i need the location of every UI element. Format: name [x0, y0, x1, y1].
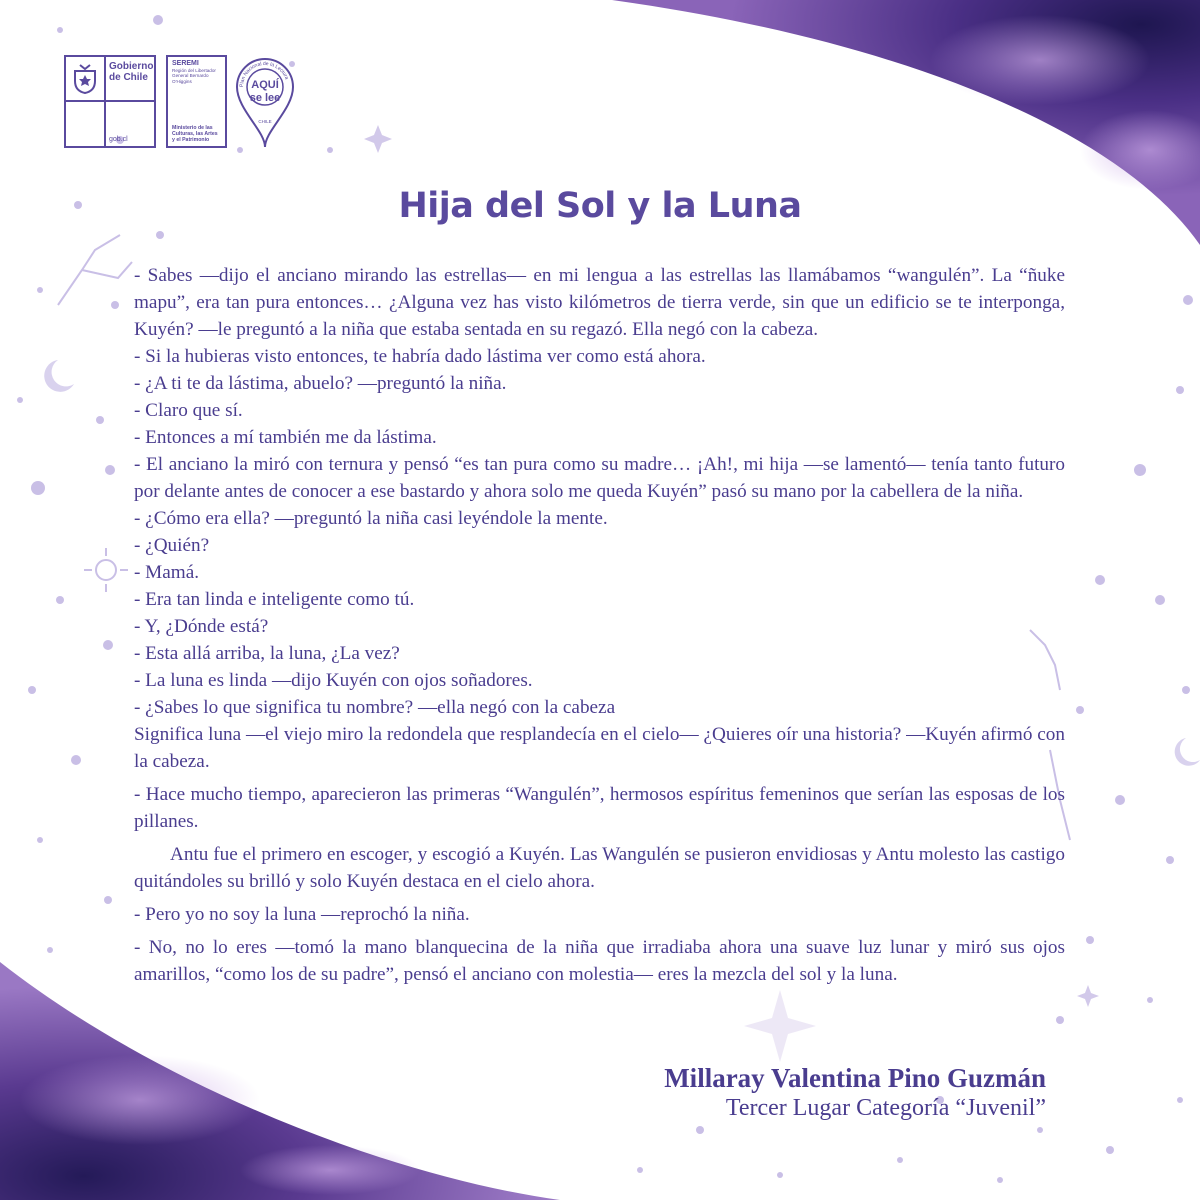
story-paragraph: - ¿Cómo era ella? —preguntó la niña casi leyéndole la mente. [134, 508, 608, 529]
story-paragraph: - Mamá. [134, 562, 200, 583]
plan-org-text: CHILE [258, 119, 272, 124]
story-paragraph: - Era tan linda e inteligente como tú. [134, 589, 415, 610]
aqui-text: AQUÍ [251, 79, 279, 91]
story-paragraph: - El anciano la miró con ternura y pensó “es tan pura como su madre… ¡Ah!, mi hija —se lamentó— tenía tanto futuro por delante antes de conocer a ese bastardo y ahora solo me queda Kuyén” pasó su mano por la cabellera de la niña. [134, 454, 1065, 502]
story-paragraph: - Entonces a mí también me da lástima. [134, 427, 437, 448]
gobierno-url: gob.cl [109, 136, 128, 143]
story-title: Hija del Sol y la Luna [398, 186, 802, 226]
story-paragraph: - Hace mucho tiempo, aparecieron las primeras “Wangulén”, hermosos espíritus femeninos que serían las esposas de los pillanes. [134, 784, 1065, 832]
author-award: Tercer Lugar Categoría “Juvenil” [725, 1095, 1046, 1121]
story-paragraph: - Sabes —dijo el anciano mirando las estrellas— en mi lengua a las estrellas las llamábamos “wangulén”. La “ñuke mapu”, era tan pura entonces… ¿Alguna vez has visto kilómetros de tierra verde, sin que un edificio se te interponga, Kuyén? —le preguntó a la niña que estaba sentada en su regazó. Ella negó con la cabeza. [134, 265, 1065, 340]
story-paragraph: - Claro que sí. [134, 400, 243, 421]
author-credit [664, 1062, 1046, 1122]
story-paragraph: - ¿Sabes lo que significa tu nombre? —ella negó con la cabeza [134, 697, 616, 718]
sun-symbol [84, 548, 128, 592]
seremi-title: SEREMI [172, 60, 199, 67]
story-paragraph: - Si la hubieras visto entonces, te habría dado lástima ver como está ahora. [134, 346, 706, 367]
seremi-logo [166, 55, 227, 148]
story-paragraph: Antu fue el primero en escoger, y escogió a Kuyén. Las Wangulén se pusieron envidiosas y Antu molesto las castigo quitándoles su brilló y solo Kuyén destaca en el cielo ahora. [134, 844, 1065, 892]
seremi-ministry: Ministerio de las Culturas, las Artes y el Patrimonio [172, 125, 218, 143]
story-paragraph: Significa luna —el viejo miro la redondela que resplandecía en el cielo— ¿Quieres oír una historia? —Kuyén afirmó con la cabeza. [134, 724, 1065, 772]
story-paragraph: - Y, ¿Dónde está? [134, 616, 269, 637]
story-paragraph: - La luna es linda —dijo Kuyén con ojos soñadores. [134, 670, 533, 691]
story-paragraph: - No, no lo eres —tomó la mano blanquecina de la niña que irradiaba ahora una suave luz lunar y miró sus ojos amarillos, “como los de su padre”, pensó el anciano con molestia— eres la mezcla del sol y la luna. [134, 937, 1065, 985]
plan-arc-text: Plan Nacional de la Lectura [238, 60, 290, 88]
story-paragraph: - Esta allá arriba, la luna, ¿La vez? [134, 643, 400, 664]
gobierno-de-chile-logo [64, 55, 156, 148]
logo-blank-cell [66, 102, 106, 147]
aqui-se-lee-pin-logo [233, 55, 297, 151]
story-paragraph: - ¿A ti te da lástima, abuelo? —preguntó la niña. [134, 373, 507, 394]
seremi-region: Región del Libertador General Bernardo O'Higgins [172, 68, 216, 84]
gobierno-name: Gobierno de Chile [106, 57, 156, 102]
coat-of-arms-icon [66, 57, 106, 102]
institution-logos [64, 55, 297, 151]
author-name: Millaray Valentina Pino Guzmán [664, 1063, 1046, 1093]
se-lee-text: se lee [249, 92, 281, 104]
story-paragraph: - Pero yo no soy la luna —reprochó la niña. [134, 904, 470, 925]
purple-nebula-bottom-left [0, 962, 560, 1200]
story-paragraph: - ¿Quién? [134, 535, 210, 556]
story-body [134, 262, 1065, 988]
